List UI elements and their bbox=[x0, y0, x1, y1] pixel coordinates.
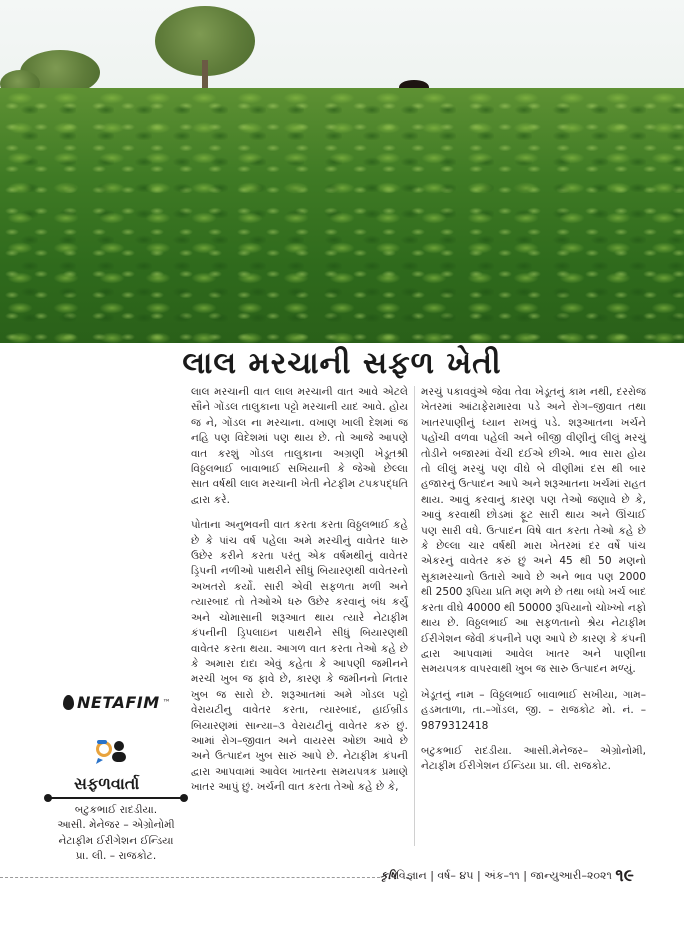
author-details: બટુકભાઈ રાદડીયા. આસી.મેનેજર– એગ્રોનોમી, નેટાફીમ ઈરીગેશન ઈન્ડિયા પ્રા. લી. રાજકોટ. bbox=[421, 744, 646, 773]
page-footer bbox=[380, 866, 680, 886]
magazine-name-part-1: કૃષિ bbox=[380, 869, 397, 882]
heading-rule bbox=[48, 797, 184, 799]
trademark-symbol: ™ bbox=[162, 698, 171, 707]
hero-photo bbox=[0, 0, 684, 343]
section-heading: સફળવાર્તા bbox=[74, 774, 140, 793]
separator: | bbox=[426, 869, 438, 882]
brand-name: NETAFIM bbox=[77, 693, 160, 712]
separator: | bbox=[519, 869, 531, 882]
chilli-field bbox=[0, 88, 684, 343]
farmer-details: ખેડૂતનું નામ – વિઠ્ઠલભાઈ બાવાભાઈ સખીયા, ગામ–હડમતાળા, તા.–ગોંડલ, જી. – રાજકોટ મો. નં. – 9879312418 bbox=[421, 688, 646, 732]
page-number: ૧૯ bbox=[615, 866, 634, 886]
separator: | bbox=[473, 869, 485, 882]
volume: વર્ષ– ૪૫ bbox=[437, 869, 474, 882]
netafim-logo bbox=[63, 693, 171, 712]
article-title: લાલ મરચાની સફળ ખેતી bbox=[182, 346, 502, 381]
paragraph: પોતાના અનુભવની વાત કરતા કરતા વિઠ્ઠલભાઈ કહે છે કે પાંચ વર્ષ પહેલા અમે મરચીનું વાવેતર ધારુ ઉછેર કરીને કરતા પરંતુ એક વર્ષમથીનું વાવેતર ડ્રિપની નળીઓ પાથરીને સીધું બિયારણથી વાવેતરનો અખતરો કર્યો. સારી એવી સફળતા મળી અને ત્યારબાદ તો તેઓએ ધરુ ઉછેર કરવાનું બંધ કર્યું અને ચોમાસાની શરૂઆત થાય ત્યારે નેટાફીમ કંપનીની ડ્રિપલાઇન પાથરીને સીધું બિયારણથી વાવેતર કરતા થયા. આગળ વાત કરતા તેઓ કહે છે કે અમારા દાદા એવું કહેતા કે આપણી જમીનને મરચી ખુબ જ ફાવે છે, કારણ કે જમીનનો નિતાર ખુબ જ સારો છે. શરૂઆતમાં અમે ગોંડલ પટ્ટો વેરાયટીનુ વાવેતર કરતા, ત્યારબાદ, હાઈબ્રીડ બિયારણમાં સાન્યા–૩ વેરાયટીનું વાવેતર કરું છું. આમાં રોગ–જીવાત અને વાયરસ ઓછા આવે છે અને ઉત્પાદન ખુબ સારું આપે છે. નેટાફીમ કંપની દ્વારા આપવામાં આવેલ ખાતરના સમયપત્રક પ્રમાણે ખાતર આપું છું. ખર્ચની વાત કરતા તેઓ કહે છે કે, bbox=[191, 519, 408, 794]
issue-month: જાન્યુઆરી–૨૦૨૧ bbox=[530, 869, 612, 882]
paragraph: લાલ મરચાની વાત લાલ મરચાની વાત આવે એટલે સૌને ગોંડલ તાલુકાના પટ્ટો મરચાની યાદ આવે. હોય જ ને, ગોંડલ ના મરચાના. વખાણ ખાલી દેશમાં જ નહિ પણ વિદેશમાં પણ થાય છે. તો આજે આપણે વાત કરશું ગોંડલ તાલુકાના અગ્રણી ખેડૂતશ્રી વિઠ્ઠલભાઈ બાવાભાઈ સખિયાની કે જેઓ છેલ્લા સાત વર્ષથી લાલ મરચાની ખેતી નેટફીમ ટપકપદ્ધતિ દ્વારા કરે. bbox=[191, 386, 408, 506]
magazine-name-part-2: વિજ્ઞાન bbox=[396, 869, 427, 882]
paragraph: મરચું પકાવવુંએ જેવા તેવા ખેડૂતનું કામ નથી, દરરોજ ખેતરમાં આંટાફેરામારવા પડે અને રોગ–જીવાત તથા ખાતરપાણીનું ધ્યાન રાખવું પડે. શરૂઆતના ખર્ચને પહોંચી વળવા પહેલી અને બીજી વીણીનું લીલું મરચું તોડીને બજારમાં વેંચી દઈએ છીએ. ભાવ સારા હોય તો લીલું મરચું પણ વીઘે બે વીણીમાં દસ થી બાર હજારનું ઉત્પાદન આપે અને શરૂઆતના ખર્ચમાં રાહત થાય. આવું કરવાનું કારણ પણ તેઓ જણાવે છે કે, આવું કરવાથી છોડમાં ફૂટ સારી થાય અને ઊંચાઈ પણ સારી વધે. ઉત્પાદન વિષે વાત કરતા તેઓ કહે છે કે છેલ્લા ચાર વર્ષથી મારા ખેતરમાં દર વર્ષે પાંચ એકરનું વાવેતર કરું છું અને 45 થી 50 મણનો સૂકામરચાનો ઉતારો આવે છે અને ભાવ પણ 2000 થી 2500 રૂપિયા પ્રતિ મણ મળે છે તથા બધો ખર્ચ બાદ કરતા વીઘે 40000 થી 50000 રૂપિયાનો ચોખ્ખો નફો થાય છે. વિઠ્ઠલભાઈ આ સફળતાનો શ્રેય નેટાફીમ ઈરીગેશન જેવી કંપનીને પણ આપે છે કારણ કે કંપની દ્વારા આપવામાં આવેલ ખાતર અને પાણીના સમયપત્રક વાપરવાથી ખુબ જ સારુ ઉત્પાદન મળ્યું. bbox=[421, 386, 646, 676]
success-story-icon bbox=[94, 736, 130, 766]
article-column-1 bbox=[191, 385, 408, 806]
footer-dotted-line bbox=[0, 877, 380, 878]
article-column-2 bbox=[421, 385, 646, 785]
contact-line: બટુકભાઈ રાદડીયા. bbox=[74, 804, 158, 816]
contact-line: નેટાફીમ ઈરીગેશન ઈન્ડિયા bbox=[58, 834, 174, 847]
contact-line: આસી. મેનેજર – એગ્રોનોમી bbox=[57, 819, 175, 832]
issue-number: અંક–૧૧ bbox=[484, 869, 520, 882]
column-divider bbox=[414, 386, 415, 846]
water-drop-icon bbox=[63, 695, 74, 710]
author-contact bbox=[48, 803, 184, 865]
contact-line: પ્રા. લી. – રાજકોટ. bbox=[75, 850, 157, 863]
